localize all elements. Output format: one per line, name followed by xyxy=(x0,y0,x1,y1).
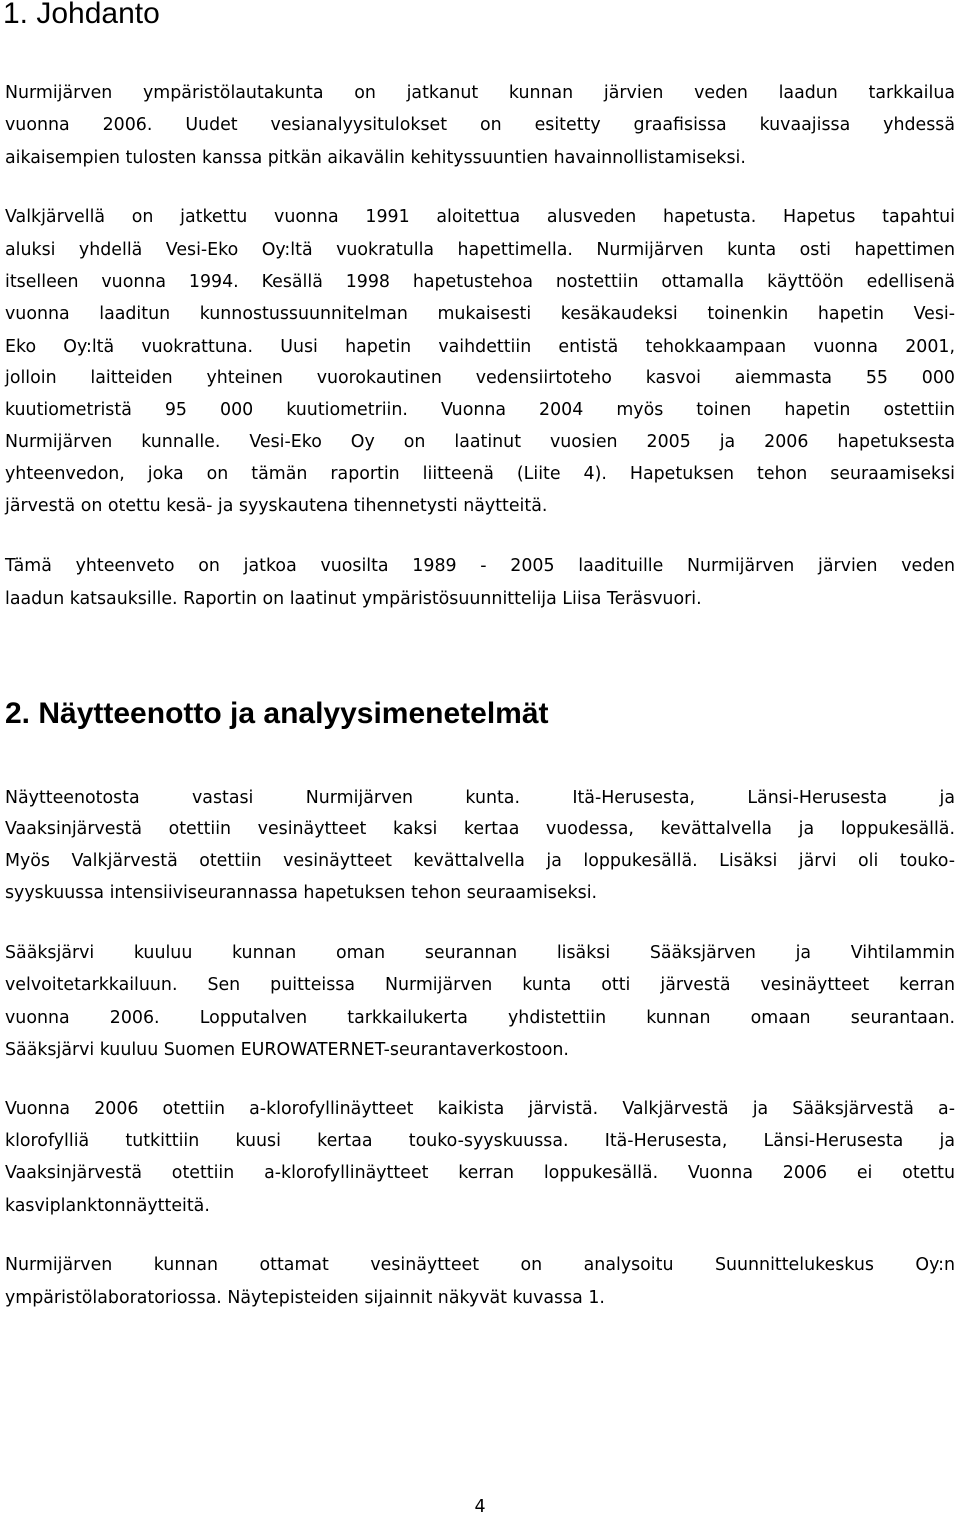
text-line: kuutiometristä 95 000 kuutiometriin. Vuonna 2004 myös toinen hapetin ostettiin xyxy=(5,400,955,420)
text-line: Näytteenotosta vastasi Nurmijärven kunta. Itä-Herusesta, Länsi-Herusesta ja xyxy=(5,788,955,808)
text-line: itselleen vuonna 1994. Kesällä 1998 hapetustehoa nostettiin ottamalla käyttöön edellisenä xyxy=(5,272,955,292)
text-line: Tämä yhteenveto on jatkoa vuosilta 1989 - 2005 laadituille Nurmijärven järvien veden xyxy=(5,556,955,576)
text-line: aikaisempien tulosten kanssa pitkän aikavälin kehityssuuntien havainnollistamiseksi. xyxy=(5,148,746,168)
text-line: kasviplanktonnäytteitä. xyxy=(5,1196,210,1216)
text-line: jolloin laitteiden yhteinen vuorokautinen vedensiirtoteho kasvoi aiemmasta 55 000 xyxy=(5,368,955,388)
text-line: ympäristölaboratoriossa. Näytepisteiden sijainnit näkyvät kuvassa 1. xyxy=(5,1288,605,1308)
text-line: vuonna laaditun kunnostussuunnitelman mukaisesti kesäkaudeksi toinenkin hapetin Vesi- xyxy=(5,304,955,324)
text-line: aluksi yhdellä Vesi-Eko Oy:ltä vuokratulla hapettimella. Nurmijärven kunta osti hapettimen xyxy=(5,240,955,260)
text-line: järvestä on otettu kesä- ja syyskautena tihennetysti näytteitä. xyxy=(5,496,548,516)
section-heading-nayteenotto: 2. Näytteenotto ja analyysimenetelmät xyxy=(5,697,549,730)
text-line: Valkjärvellä on jatkettu vuonna 1991 aloitettua alusveden hapetusta. Hapetus tapahtui xyxy=(5,207,955,227)
text-line: Eko Oy:ltä vuokrattuna. Uusi hapetin vaihdettiin entistä tehokkaampaan vuonna 2001, xyxy=(5,337,955,357)
text-line: syyskuussa intensiiviseurannassa hapetuksen tehon seuraamiseksi. xyxy=(5,883,598,903)
text-line: Sääksjärvi kuuluu kunnan oman seurannan lisäksi Sääksjärven ja Vihtilammin xyxy=(5,943,955,963)
text-line: vuonna 2006. Uudet vesianalyysitulokset on esitetty graafisissa kuvaajissa yhdessä xyxy=(5,115,955,135)
section-heading-johdanto: 1. Johdanto xyxy=(3,0,160,30)
text-line: Myös Valkjärvestä otettiin vesinäytteet kevättalvella ja loppukesällä. Lisäksi järvi oli touko- xyxy=(5,851,955,871)
page-number: 4 xyxy=(474,1497,486,1517)
text-line: Vuonna 2006 otettiin a-klorofyllinäytteet kaikista järvistä. Valkjärvestä ja Sääksjärvestä a- xyxy=(5,1099,955,1119)
text-line: laadun katsauksille. Raportin on laatinut ympäristösuunnittelija Liisa Teräsvuori. xyxy=(5,589,702,609)
text-line: klorofylliä tutkittiin kuusi kertaa touko-syyskuussa. Itä-Herusesta, Länsi-Herusesta ja xyxy=(5,1131,955,1151)
text-line: Sääksjärvi kuuluu Suomen EUROWATERNET-seurantaverkostoon. xyxy=(5,1040,569,1060)
text-line: vuonna 2006. Lopputalven tarkkailukerta yhdistettiin kunnan omaan seurantaan. xyxy=(5,1008,955,1028)
text-line: Nurmijärven kunnalle. Vesi-Eko Oy on laatinut vuosien 2005 ja 2006 hapetuksesta xyxy=(5,432,955,452)
text-line: Vaaksinjärvestä otettiin vesinäytteet kaksi kertaa vuodessa, kevättalvella ja loppukesällä. xyxy=(5,819,955,839)
text-line: yhteenvedon, joka on tämän raportin liitteenä (Liite 4). Hapetuksen tehon seuraamiseksi xyxy=(5,464,955,484)
text-line: Nurmijärven ympäristölautakunta on jatkanut kunnan järvien veden laadun tarkkailua xyxy=(5,83,955,103)
text-line: Nurmijärven kunnan ottamat vesinäytteet on analysoitu Suunnittelukeskus Oy:n xyxy=(5,1255,955,1275)
text-line: velvoitetarkkailuun. Sen puitteissa Nurmijärven kunta otti järvestä vesinäytteet kerran xyxy=(5,975,955,995)
text-line: Vaaksinjärvestä otettiin a-klorofyllinäytteet kerran loppukesällä. Vuonna 2006 ei otettu xyxy=(5,1163,955,1183)
